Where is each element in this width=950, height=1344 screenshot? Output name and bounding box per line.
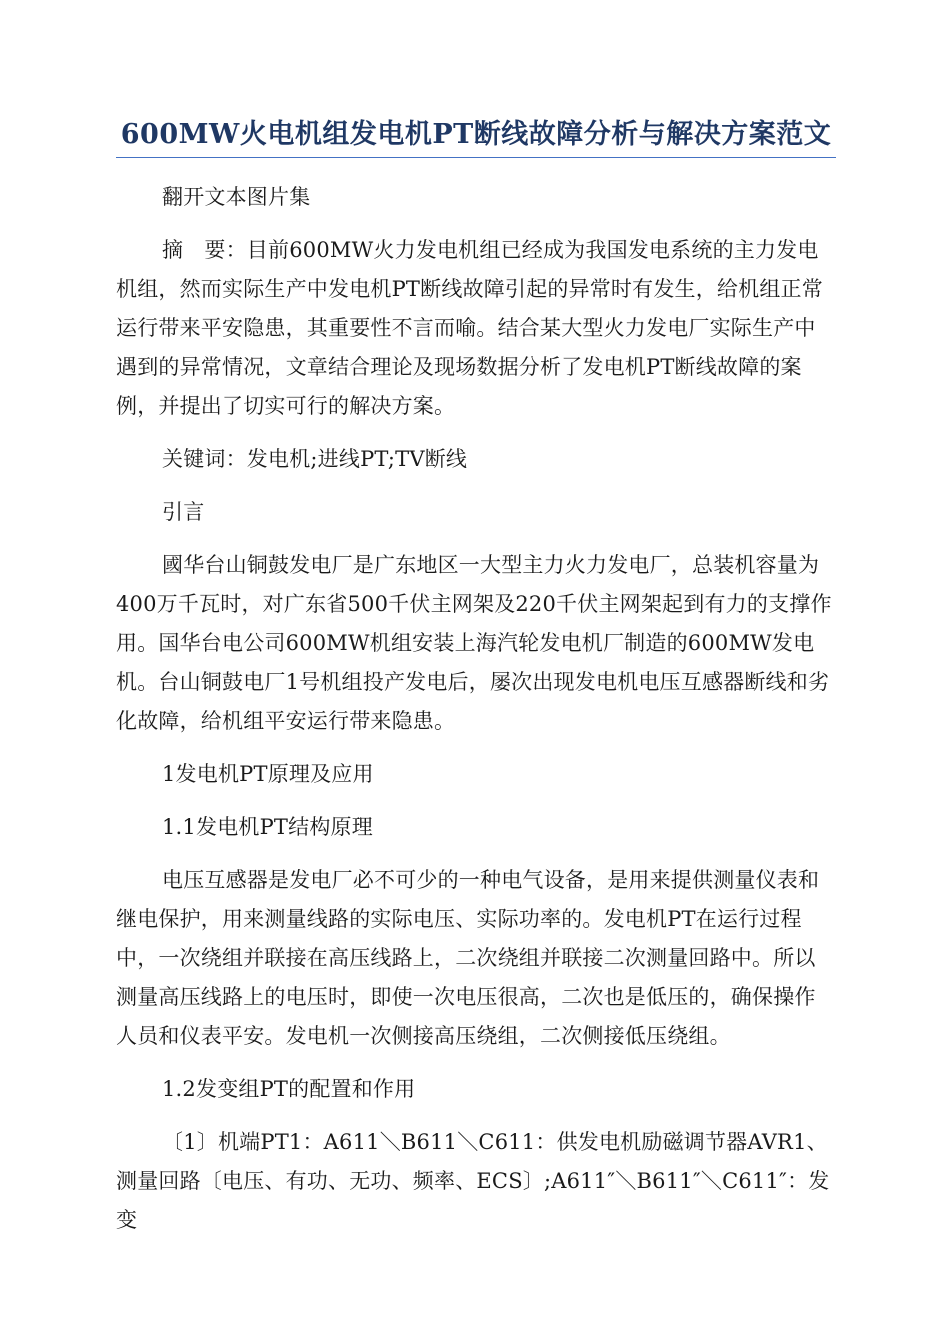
document-title: 600MW火电机组发电机PT断线故障分析与解决方案范文 (116, 108, 836, 158)
paragraph-introduction: 國华台山铜鼓发电厂是广东地区一大型主力火力发电厂，总装机容量为400万千瓦时，对广东省500千伏主网架及220千伏主网架起到有力的支撑作用。国华台电公司600MW机组安装上海汽轮发电机厂制造的600MW发电机。台山铜鼓电厂1号机组投产发电后，屡次出现发电机电压互感器断线和劣化故障，给机组平安运行带来隐患。 (116, 553, 832, 733)
heading-section-1-2: 1.2发变组PT的配置和作用 (162, 1077, 416, 1101)
heading-section-1-1: 1.1发电机PT结构原理 (162, 815, 373, 839)
paragraph-section-1-1: 电压互感器是发电厂必不可少的一种电气设备，是用来提供测量仪表和继电保护，用来测量线路的实际电压、实际功率的。发电机PT在运行过程中，一次绕组并联接在高压线路上，二次绕组并联接二次测量回路中。所以测量高压线路上的电压时，即使一次电压很高，二次也是低压的，确保操作人员和仪表平安。发电机一次侧接高压绕组，二次侧接低压绕组。 (116, 868, 820, 1048)
paragraph-keywords: 关键词：发电机;进线PT;TV断线 (162, 447, 468, 471)
heading-section-1: 1发电机PT原理及应用 (162, 762, 374, 786)
paragraph-image-collection: 翻开文本图片集 (162, 185, 311, 209)
paragraph-abstract: 摘 要：目前600MW火力发电机组已经成为我国发电系统的主力发电机组，然而实际生产中发电机PT断线故障引起的异常时有发生，给机组正常运行带来平安隐患，其重要性不言而喻。结合某大型火力发电厂实际生产中遇到的异常情况，文章结合理论及现场数据分析了发电机PT断线故障的案例，并提出了切实可行的解决方案。 (116, 238, 823, 418)
document-page (116, 108, 836, 1240)
paragraph-section-1-2: 〔1〕机端PT1：A611＼B611＼C611：供发电机励磁调节器AVR1、测量回路〔电压、有功、无功、频率、ECS〕;A611″＼B611″＼C611″：发变 (116, 1130, 830, 1232)
heading-introduction: 引言 (162, 500, 205, 524)
